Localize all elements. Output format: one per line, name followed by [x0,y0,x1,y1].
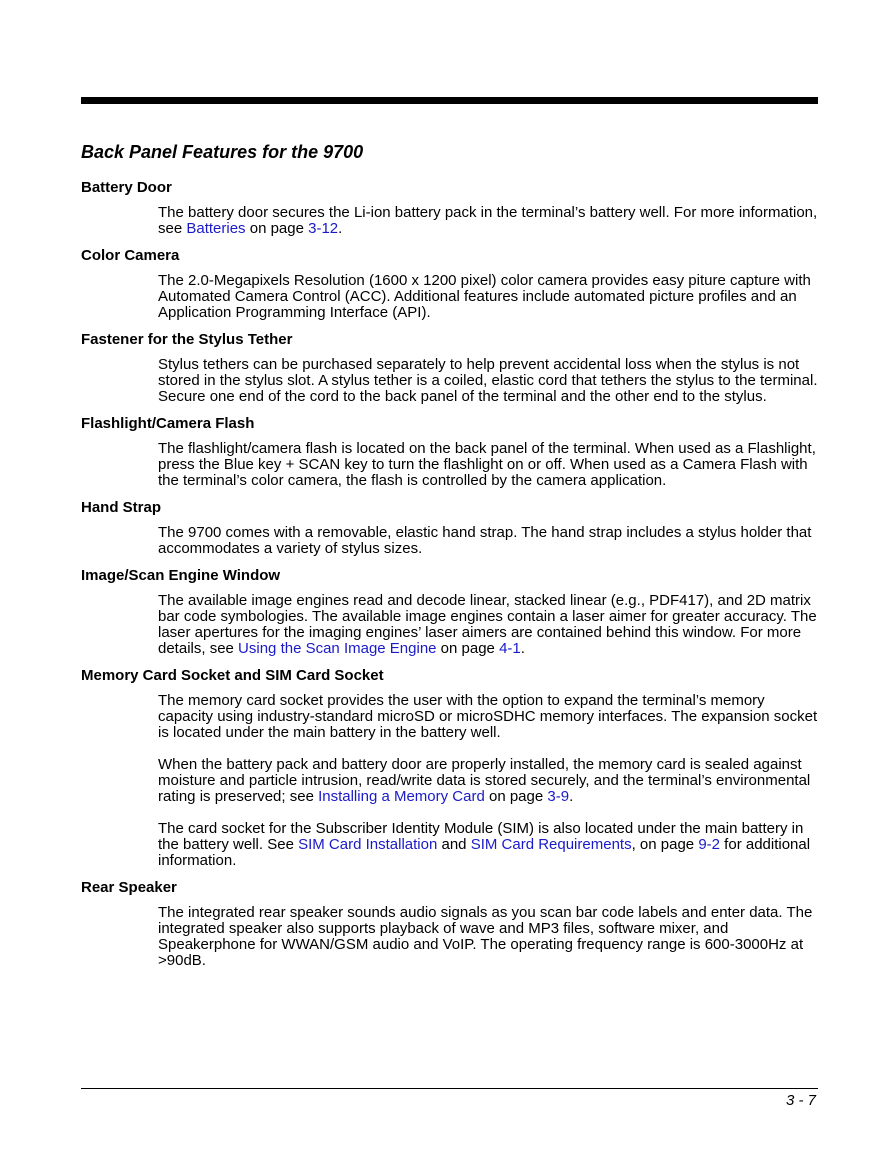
feature-heading: Battery Door [81,179,172,196]
feature-heading: Color Camera [81,247,180,264]
feature-description [158,593,818,657]
cross-reference-link[interactable]: Installing a Memory Card [318,788,485,805]
feature-heading: Rear Speaker [81,879,177,896]
feature-description [158,525,818,557]
text-run: . [520,640,525,657]
text-run: The integrated rear speaker sounds audio signals as you scan bar code labels and enter data. The integrated speaker also supports playback of wave and MP3 files, software mixer, and Speakerphone for WWAN/GSM audio and VoIP. The operating frequency range is 600-3000Hz at >90dB. [158,904,813,969]
feature-heading: Fastener for the Stylus Tether [81,331,293,348]
description-paragraph [158,821,818,869]
text-run: for additional information. [158,836,811,869]
description-paragraph [158,693,818,741]
feature-heading: Memory Card Socket and SIM Card Socket [81,667,384,684]
text-run: Stylus tethers can be purchased separately to help prevent accidental loss when the stylus is not stored in the stylus slot. A stylus tether is a coiled, elastic cord that tethers the stylus to the terminal. Secure one end of the cord to the back panel of the terminal and the other end to the stylus. [158,356,818,405]
feature-description [158,357,818,405]
text-run: The flashlight/camera flash is located on the back panel of the terminal. When used as a Flashlight, press the Blue key + SCAN key to turn the flashlight on or off. When used as a Camera Flash with the terminal’s color camera, the flash is controlled by the camera application. [158,440,816,489]
page-number: 3 - 7 [785,1092,816,1109]
text-run: When the battery pack and battery door are properly installed, the memory card is sealed against moisture and particle intrusion, read/write data is stored securely, and the terminal’s environmental rating is preserved; see [158,756,811,805]
feature-entry [81,415,818,489]
cross-reference-link[interactable]: Batteries [186,220,246,237]
cross-reference-link[interactable]: Using the Scan Image Engine [238,640,437,657]
feature-description [158,441,818,489]
description-paragraph [158,905,818,969]
page-content [81,141,818,979]
cross-reference-link[interactable]: 4-1 [499,640,521,657]
feature-entry [81,879,818,969]
cross-reference-link[interactable]: 3-9 [547,788,570,805]
feature-entry [81,499,818,557]
feature-heading: Image/Scan Engine Window [81,567,281,584]
feature-description [158,205,818,237]
text-run: , on page [631,836,699,853]
feature-heading: Hand Strap [81,499,162,516]
text-run: The 9700 comes with a removable, elastic hand strap. The hand strap includes a stylus holder that accommodates a variety of stylus sizes. [158,524,812,557]
description-paragraph [158,525,818,557]
feature-entry [81,247,818,321]
feature-heading: Flashlight/Camera Flash [81,415,255,432]
description-paragraph [158,441,818,489]
text-run: on page [436,640,500,657]
cross-reference-link[interactable]: SIM Card Requirements [470,836,632,853]
text-run: on page [245,220,309,237]
description-paragraph [158,593,818,657]
header-rule [81,97,818,104]
feature-description [158,905,818,969]
text-run: . [338,220,343,237]
feature-description [158,693,818,869]
text-run: on page [484,788,548,805]
text-run: and [437,836,471,853]
cross-reference-link[interactable]: SIM Card Installation [298,836,438,853]
description-paragraph [158,757,818,805]
feature-entry [81,179,818,237]
text-run: The available image engines read and decode linear, stacked linear (e.g., PDF417), and 2D matrix bar code symbologies. The available image engines contain a laser aimer for greater accuracy. The laser apertures for the imaging engines’ laser aimers are contained behind this window. For more details, see [158,592,817,657]
feature-description [158,273,818,321]
text-run: The battery door secures the Li-ion battery pack in the terminal’s battery well. For more information, see [158,204,818,237]
cross-reference-link[interactable]: 9-2 [698,836,721,853]
feature-entry [81,667,818,869]
section-title: Back Panel Features for the 9700 [81,142,364,162]
footer-rule [81,1088,818,1089]
description-paragraph [158,205,818,237]
description-paragraph [158,357,818,405]
description-paragraph [158,273,818,321]
text-run: The memory card socket provides the user with the option to expand the terminal’s memory capacity using industry-standard microSD or microSDHC memory interfaces. The expansion socket is located under the main battery in the battery well. [158,692,818,741]
feature-list [81,179,818,969]
cross-reference-link[interactable]: 3-12 [308,220,339,237]
feature-entry [81,331,818,405]
feature-entry [81,567,818,657]
text-run: The 2.0-Megapixels Resolution (1600 x 1200 pixel) color camera provides easy piture capture with Automated Camera Control (ACC). Additional features include automated picture profiles and an Application Programming Interface (API). [158,272,811,321]
text-run: . [569,788,574,805]
text-run: The card socket for the Subscriber Identity Module (SIM) is also located under the main battery in the battery well. See [158,820,804,853]
